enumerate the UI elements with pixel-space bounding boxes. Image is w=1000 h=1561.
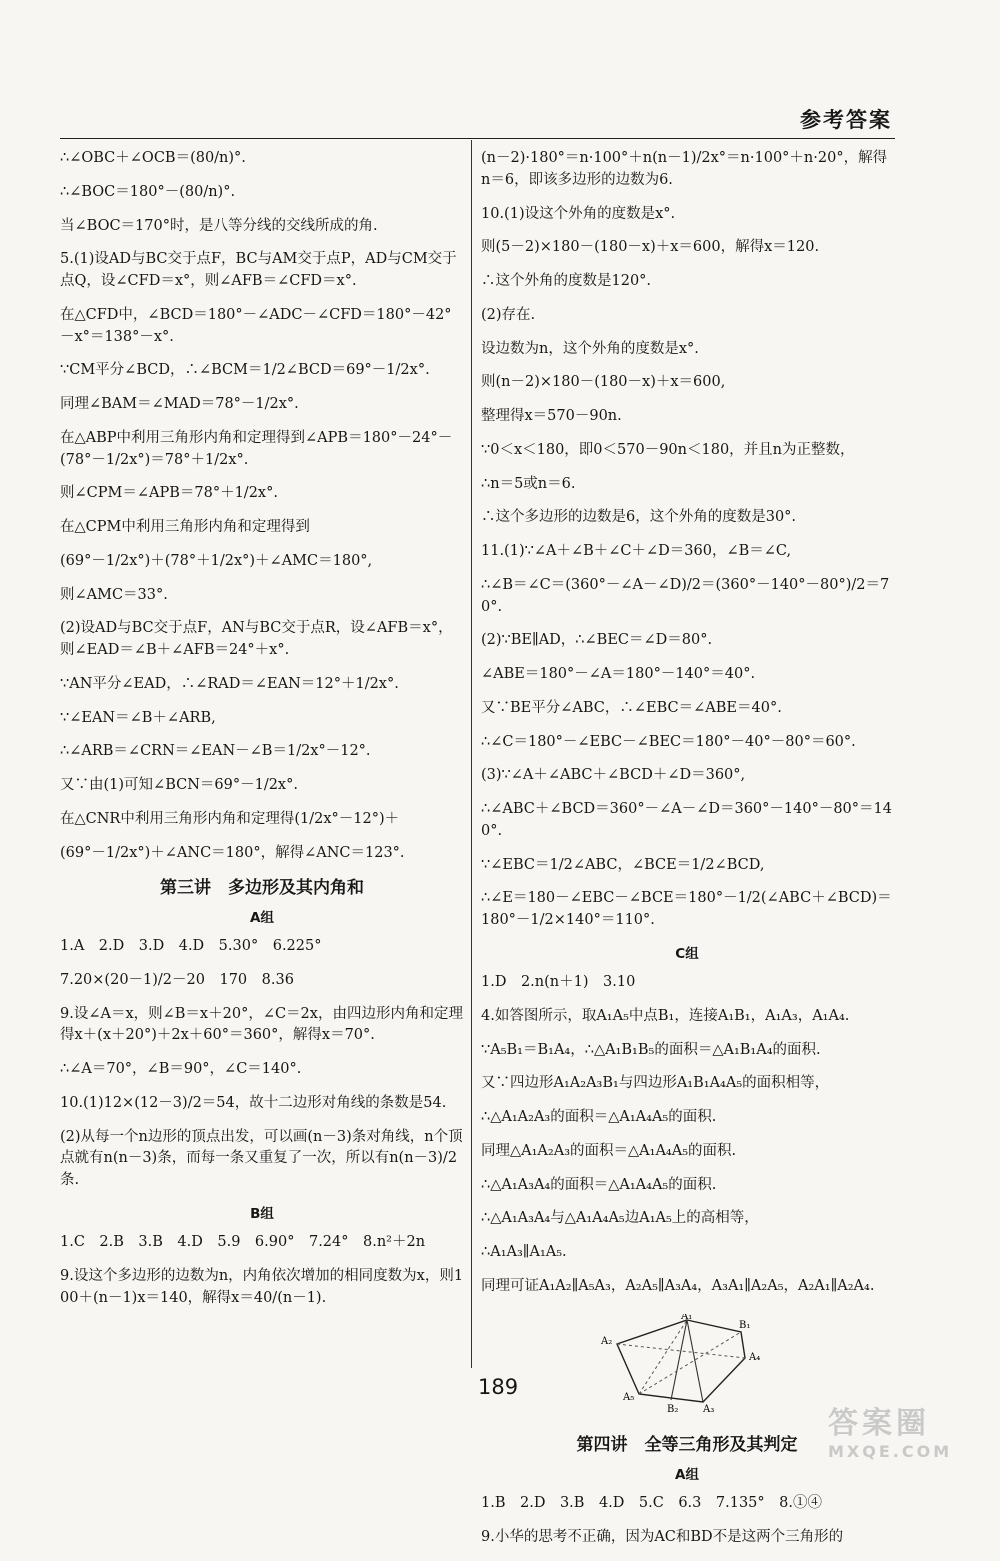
point-label: A₄ xyxy=(749,1351,761,1363)
answer-line: 又∵BE平分∠ABC，∴∠EBC＝∠ABE＝40°. xyxy=(481,699,782,716)
answer-line: 1.A 2.D 3.D 4.D 5.30° 6.225° xyxy=(60,938,322,954)
answer-line: 1.C 2.B 3.B 4.D 5.9 6.90° 7.24° 8.n²＋2n xyxy=(60,1234,426,1250)
answer-line: ∴∠OBC＋∠OCB＝(80/n)°. xyxy=(60,150,246,166)
section-heading-lecture-4: 第四讲 全等三角形及其判定 xyxy=(576,1435,798,1456)
answer-line: 在△CPM中利用三角形内角和定理得到 xyxy=(60,519,310,535)
watermark-logo xyxy=(828,1398,978,1464)
header-rule xyxy=(60,138,895,139)
answer-line: (n－2)·180°＝n·100°＋n(n－1)/2x°＝n·100°＋n·20°，解得n＝6，即该多边形的边数为6. xyxy=(481,150,888,188)
answer-line: 9.设这个多边形的边数为n，内角依次增加的相同度数为x，则100＋(n－1)x＝140，解得x＝40/(n－1). xyxy=(60,1267,464,1306)
answer-line: 在△CFD中，∠BCD＝180°－∠ADC－∠CFD＝180°－42°－x°＝138°－x°. xyxy=(60,306,452,345)
column-divider xyxy=(471,140,472,1368)
answer-line: (2)设AD与BC交于点F，AN与BC交于点R，设∠AFB＝x°，则∠EAD＝∠B＋∠AFB＝24°＋x°. xyxy=(60,620,453,658)
answer-line: 在△ABP中利用三角形内角和定理得到∠APB＝180°－24°－(78°－1/2x°)＝78°＋1/2x°. xyxy=(60,429,453,468)
answer-line: 9.设∠A＝x，则∠B＝x＋20°，∠C＝2x，由四边形内角和定理得x＋(x＋20°)＋2x＋60°＝360°，解得x＝70°. xyxy=(60,1005,463,1044)
answer-line: ∴∠C＝180°－∠EBC－∠BEC＝180°－40°－80°＝60°. xyxy=(481,733,856,750)
answer-line: ∴△A₁A₃A₄的面积＝△A₁A₄A₅的面积. xyxy=(481,1176,717,1193)
answer-line: 设边数为n，这个外角的度数是x°. xyxy=(481,340,699,357)
answer-line: ∴∠BOC＝180°－(80/n)°. xyxy=(60,183,236,200)
answer-line: 在△CNR中利用三角形内角和定理得(1/2x°－12°)＋ xyxy=(60,810,400,827)
left-column xyxy=(60,148,464,1321)
answer-line: 又∵由(1)可知∠BCN＝69°－1/2x°. xyxy=(60,777,298,793)
answer-line: 则∠CPM＝∠APB＝78°＋1/2x°. xyxy=(60,485,278,502)
answer-line: 同理可证A₁A₂∥A₅A₃，A₂A₅∥A₃A₄，A₃A₁∥A₂A₅，A₂A₁∥A₂A₄. xyxy=(481,1277,875,1294)
point-label: B₂ xyxy=(667,1403,679,1414)
answer-line: 5.(1)设AD与BC交于点F，BC与AM交于点P，AD与CM交于点Q，设∠CFD＝x°，则∠AFB＝∠CFD＝x°. xyxy=(60,251,457,289)
answer-line: 4.如答图所示，取A₁A₅中点B₁，连接A₁B₁，A₁A₃，A₁A₄. xyxy=(481,1007,850,1024)
point-label: A₅ xyxy=(623,1391,635,1403)
group-label-a: A组 xyxy=(675,1466,699,1483)
answer-line: (2)∵BE∥AD，∴∠BEC＝∠D＝80°. xyxy=(481,632,713,649)
answer-line: 1.D 2.n(n＋1) 3.10 xyxy=(481,974,636,990)
answer-line: 则(n－2)×180－(180－x)＋x＝600, xyxy=(481,374,726,391)
answer-line: 同理∠BAM＝∠MAD＝78°－1/2x°. xyxy=(60,396,299,412)
answer-line: ∵CM平分∠BCD，∴∠BCM＝1/2∠BCD＝69°－1/2x°. xyxy=(60,362,430,379)
diagonal-line xyxy=(687,1320,703,1402)
answer-line: ∴∠B＝∠C＝(360°－∠A－∠D)/2＝(360°－140°－80°)/2＝70°. xyxy=(481,576,890,615)
answer-line: ∵0＜x＜180，即0＜570－90n＜180，并且n为正整数， xyxy=(481,441,855,458)
group-label-b: B组 xyxy=(250,1205,274,1222)
answer-line: ∴∠A＝70°，∠B＝90°，∠C＝140°. xyxy=(60,1061,302,1077)
answer-line: ∠ABE＝180°－∠A＝180°－140°＝40°. xyxy=(481,666,756,682)
pentagon-outline xyxy=(617,1320,745,1402)
answer-line: ∴∠ABC＋∠BCD＝360°－∠A－∠D＝360°－140°－80°＝140°. xyxy=(481,801,892,839)
answer-line: 1.B 2.D 3.B 4.D 5.C 6.3 7.135° 8.①④ xyxy=(481,1495,822,1511)
answer-line: ∴这个多边形的边数是6，这个外角的度数是30°. xyxy=(481,509,797,526)
answer-line: ∵AN平分∠EAD，∴∠RAD＝∠EAN＝12°＋1/2x°. xyxy=(60,675,399,692)
answer-line: (2)存在. xyxy=(481,306,536,323)
answer-line: 10.(1)12×(12－3)/2＝54，故十二边形对角线的条数是54. xyxy=(60,1094,447,1111)
group-label-c: C组 xyxy=(675,945,699,962)
answer-line: 11.(1)∵∠A＋∠B＋∠C＋∠D＝360，∠B＝∠C, xyxy=(481,543,792,559)
section-heading-lecture-3: 第三讲 多边形及其内角和 xyxy=(160,878,364,899)
answer-line: ∵∠EBC＝1/2∠ABC，∠BCE＝1/2∠BCD, xyxy=(481,856,765,873)
answer-line: ∴n＝5或n＝6. xyxy=(481,475,576,492)
answer-line: (69°－1/2x°)＋(78°＋1/2x°)＋∠AMC＝180°, xyxy=(60,552,373,569)
group-label-a: A组 xyxy=(250,909,274,926)
right-column xyxy=(481,148,893,1561)
answer-line: ∴△A₁A₂A₃的面积＝△A₁A₄A₅的面积. xyxy=(481,1109,717,1125)
answer-line: ∴A₁A₃∥A₁A₅. xyxy=(481,1244,567,1260)
dashed-line xyxy=(639,1332,741,1394)
watermark-url: MXQE.COM xyxy=(828,1442,953,1461)
point-label: A₂ xyxy=(601,1335,613,1347)
answer-line: ∴∠ARB＝∠CRN＝∠EAN－∠B＝1/2x°－12°. xyxy=(60,743,371,760)
answer-line: (2)从每一个n边形的顶点出发，可以画(n－3)条对角线，n个顶点就有n(n－3)条，而每一条又重复了一次，所以有n(n－3)/2条. xyxy=(60,1128,463,1188)
answer-line: 10.(1)设这个外角的度数是x°. xyxy=(481,205,676,222)
answer-line: 同理△A₁A₂A₃的面积＝△A₁A₄A₅的面积. xyxy=(481,1142,737,1159)
page-header-title: 参考答案 xyxy=(800,108,892,132)
point-label: B₁ xyxy=(739,1319,751,1331)
answer-line: ∴∠E＝180－∠EBC－∠BCE＝180°－1/2(∠ABC＋∠BCD)＝180°－1/2×140°＝110°. xyxy=(481,890,892,928)
answer-line: ∴△A₁A₃A₄与△A₁A₄A₅边A₁A₅上的高相等， xyxy=(481,1210,759,1227)
point-label: A₁ xyxy=(681,1313,693,1322)
answer-line: ∴这个外角的度数是120°. xyxy=(481,273,652,289)
answer-line: (3)∵∠A＋∠ABC＋∠BCD＋∠D＝360°, xyxy=(481,767,746,784)
answer-line: 则∠AMC＝33°. xyxy=(60,586,168,603)
answer-line: 7.20×(20－1)/2－20 170 8.36 xyxy=(60,971,294,988)
answer-line: 又∵四边形A₁A₂A₃B₁与四边形A₁B₁A₄A₅的面积相等， xyxy=(481,1075,830,1092)
watermark-text: 答案圈 xyxy=(828,1406,930,1441)
answer-line: ∵A₅B₁＝B₁A₄，∴△A₁B₁B₅的面积＝△A₁B₁A₄的面积. xyxy=(481,1041,821,1058)
answer-line: ∵∠EAN＝∠B＋∠ARB, xyxy=(60,709,216,726)
point-label: A₃ xyxy=(703,1403,715,1414)
answer-line: 9.小华的思考不正确，因为AC和BD不是这两个三角形的 xyxy=(481,1528,844,1545)
answer-line: 当∠BOC＝170°时，是八等分线的交线所成的角. xyxy=(60,217,378,234)
answer-line: (69°－1/2x°)＋∠ANC＝180°，解得∠ANC＝123°. xyxy=(60,844,405,861)
answer-line: 则(5－2)×180－(180－x)＋x＝600，解得x＝120. xyxy=(481,239,820,256)
answer-line: 整理得x＝570－90n. xyxy=(481,408,622,424)
page-number: 189 xyxy=(478,1375,519,1399)
